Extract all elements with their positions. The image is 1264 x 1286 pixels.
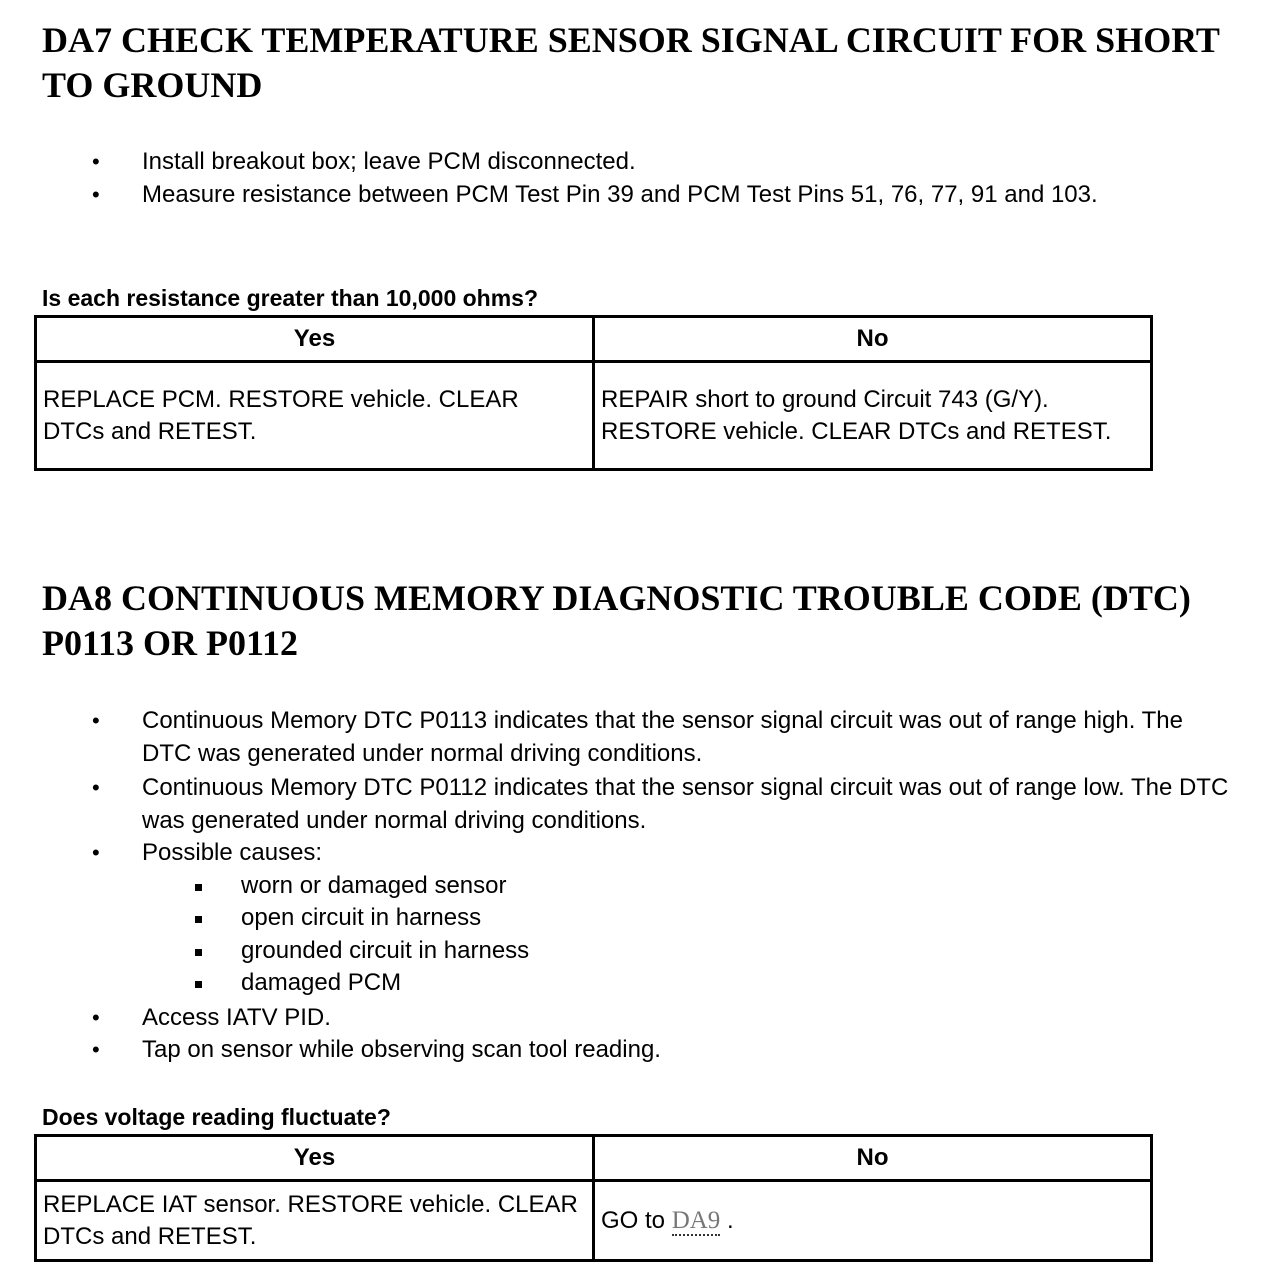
yes-header: Yes [36, 1136, 594, 1181]
list-item: • Tap on sensor while observing scan tool reading. [0, 1034, 1232, 1067]
section-title-da7: DA7 CHECK TEMPERATURE SENSOR SIGNAL CIRCUIT FOR SHORT TO GROUND [42, 20, 1220, 105]
go-to-text: GO to [601, 1206, 666, 1234]
da9-link[interactable]: DA9 [671, 1206, 721, 1234]
yes-action: REPLACE PCM. RESTORE vehicle. CLEAR DTCs and RETEST. [36, 362, 594, 470]
list-item: • Measure resistance between PCM Test Pin 39 and PCM Test Pins 51, 76, 77, 91 and 103. [0, 179, 1232, 212]
section-title-da8: DA8 CONTINUOUS MEMORY DIAGNOSTIC TROUBLE CODE (DTC) P0113 OR P0112 [42, 578, 1191, 663]
da7-question: Is each resistance greater than 10,000 ohms? [42, 285, 539, 311]
sub-list-item: open circuit in harness [0, 902, 1264, 935]
no-action: REPAIR short to ground Circuit 743 (G/Y). RESTORE vehicle. CLEAR DTCs and RETEST. [594, 362, 1152, 470]
da8-question: Does voltage reading fluctuate? [42, 1104, 391, 1130]
yes-header: Yes [36, 317, 594, 362]
yes-action: REPLACE IAT sensor. RESTORE vehicle. CLEAR DTCs and RETEST. [36, 1181, 594, 1261]
sub-list-item: grounded circuit in harness [0, 935, 1264, 968]
sub-list-item: worn or damaged sensor [0, 870, 1264, 903]
sub-list-item: damaged PCM [0, 967, 1264, 1000]
no-header: No [594, 317, 1152, 362]
da7-result-table [34, 315, 1153, 471]
da8-steps [0, 705, 1264, 1067]
da8-result-table [34, 1134, 1153, 1262]
list-item: • Continuous Memory DTC P0112 indicates that the sensor signal circuit was out of range low. The DTC was generated under normal driving conditions. [0, 772, 1232, 837]
period: . [726, 1206, 734, 1234]
da7-steps [0, 146, 1232, 211]
list-item: • Install breakout box; leave PCM disconnected. [0, 146, 1232, 179]
list-item: • Continuous Memory DTC P0113 indicates that the sensor signal circuit was out of range high. The DTC was generated under normal driving conditions. [0, 705, 1232, 770]
no-header: No [594, 1136, 1152, 1181]
list-item: • Access IATV PID. [0, 1002, 1232, 1035]
no-action [594, 1181, 1152, 1261]
list-item: • Possible causes: [0, 837, 1232, 870]
